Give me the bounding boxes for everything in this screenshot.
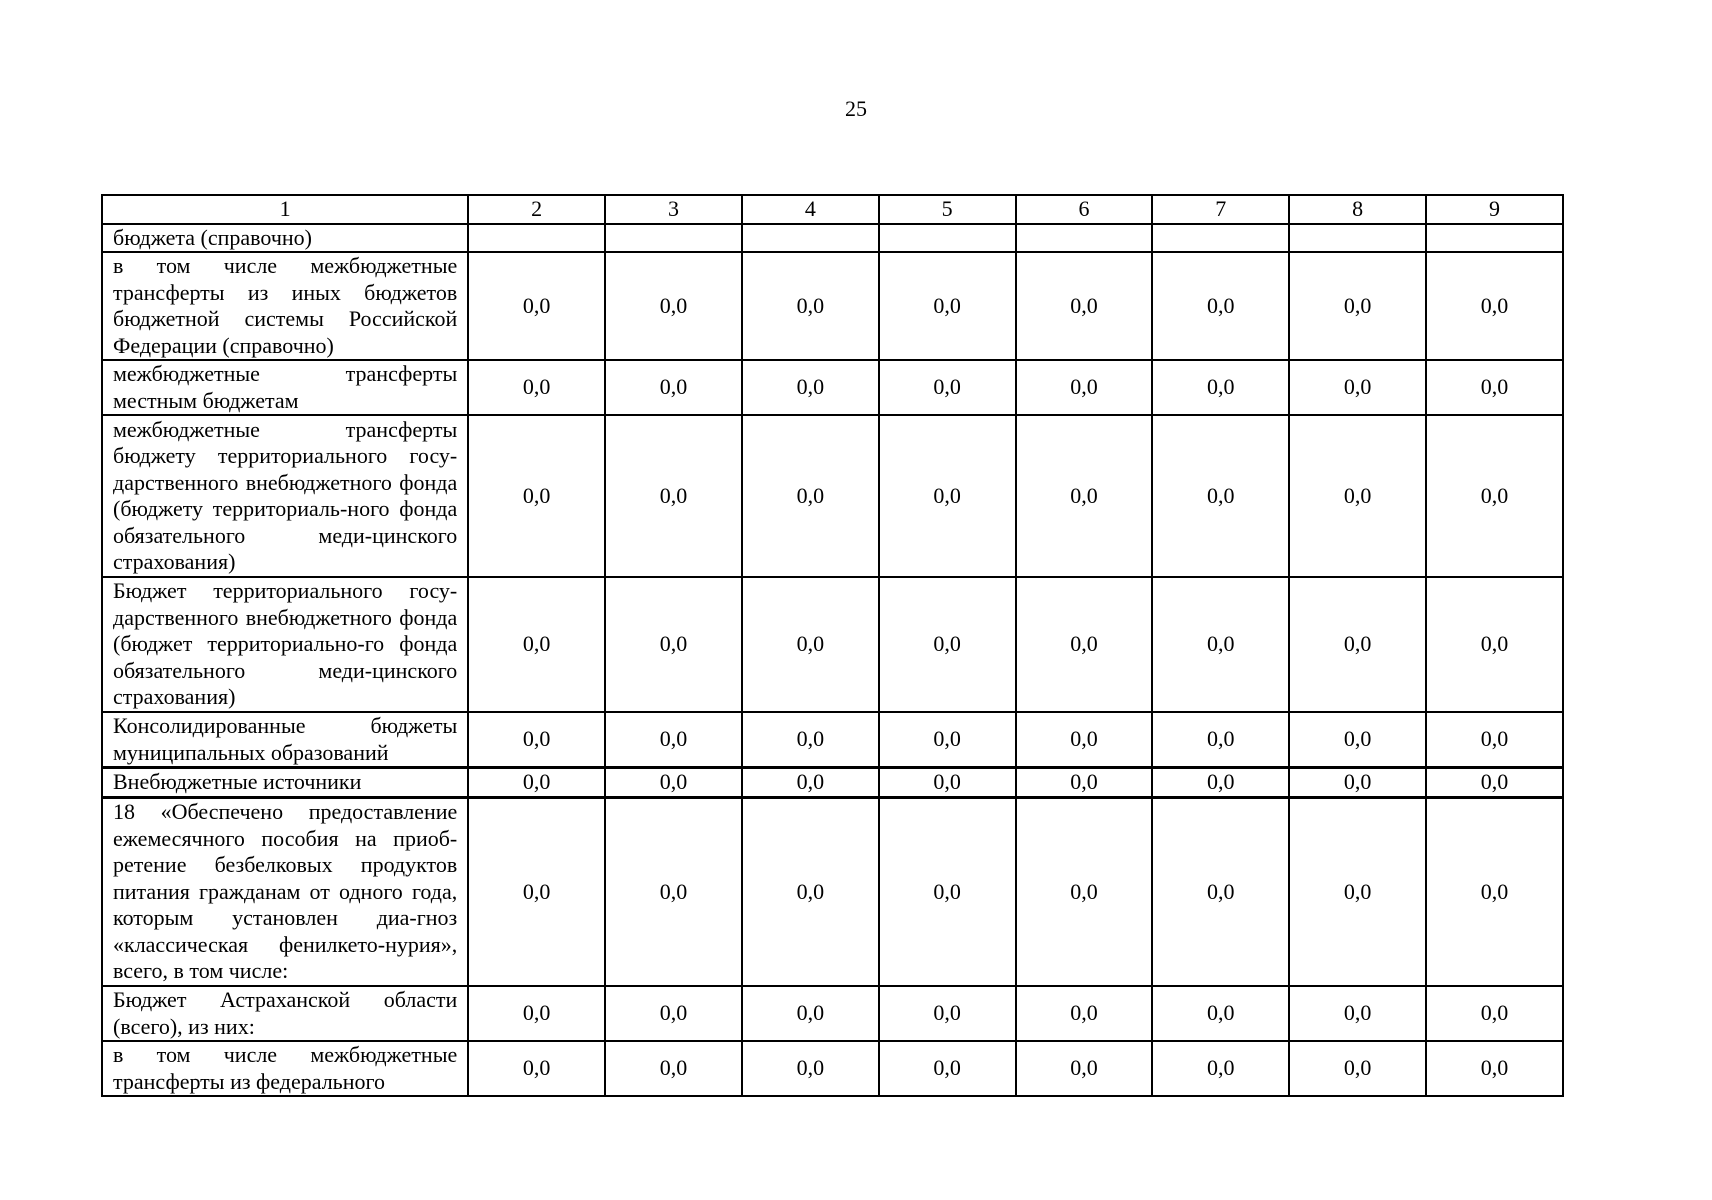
table-cell: 0,0 xyxy=(1426,252,1563,360)
row-label: в том числе межбюджетные трансферты из федерального xyxy=(102,1041,468,1096)
table-cell: 0,0 xyxy=(742,415,879,577)
table-cell: 0,0 xyxy=(605,797,742,986)
table-cell: 0,0 xyxy=(1016,252,1153,360)
table-header-row xyxy=(102,195,1563,224)
table-cell: 0,0 xyxy=(1016,797,1153,986)
table-cell: 0,0 xyxy=(1152,360,1289,415)
table-row xyxy=(102,768,1563,798)
table-cell: 0,0 xyxy=(1289,577,1426,712)
table-cell: 0,0 xyxy=(605,986,742,1041)
table-row xyxy=(102,712,1563,768)
table-cell xyxy=(605,224,742,253)
table-cell: 0,0 xyxy=(605,415,742,577)
table-cell: 0,0 xyxy=(468,768,605,798)
table-cell: 0,0 xyxy=(1289,252,1426,360)
table-cell: 0,0 xyxy=(879,986,1016,1041)
table-cell: 0,0 xyxy=(879,768,1016,798)
table-row xyxy=(102,797,1563,986)
table-cell: 0,0 xyxy=(879,712,1016,768)
table-cell: 0,0 xyxy=(742,768,879,798)
table-cell: 0,0 xyxy=(468,986,605,1041)
table-cell: 0,0 xyxy=(1426,1041,1563,1096)
column-header: 9 xyxy=(1426,195,1563,224)
table-cell: 0,0 xyxy=(605,252,742,360)
table-row xyxy=(102,252,1563,360)
table-cell: 0,0 xyxy=(1289,1041,1426,1096)
row-label: межбюджетные трансферты местным бюджетам xyxy=(102,360,468,415)
table-cell: 0,0 xyxy=(605,768,742,798)
table-cell: 0,0 xyxy=(1426,577,1563,712)
table-cell: 0,0 xyxy=(468,577,605,712)
row-label: межбюджетные трансферты бюджету территориального госу-дарственного внебюджетного фонда (бюджету территориаль-ного фонда обязательного меди-цинского страхования) xyxy=(102,415,468,577)
table-cell: 0,0 xyxy=(1152,1041,1289,1096)
table-cell: 0,0 xyxy=(1289,360,1426,415)
table-cell: 0,0 xyxy=(605,1041,742,1096)
table-cell: 0,0 xyxy=(879,360,1016,415)
column-header: 5 xyxy=(879,195,1016,224)
table-cell: 0,0 xyxy=(1426,415,1563,577)
table-cell: 0,0 xyxy=(1152,415,1289,577)
table-row xyxy=(102,360,1563,415)
column-header: 1 xyxy=(102,195,468,224)
table-cell: 0,0 xyxy=(879,577,1016,712)
table-row xyxy=(102,415,1563,577)
table-cell xyxy=(468,224,605,253)
table-cell: 0,0 xyxy=(1289,797,1426,986)
table-cell: 0,0 xyxy=(1426,360,1563,415)
row-label: Бюджет территориального госу-дарственного внебюджетного фонда (бюджет территориально-го фонда обязательного меди-цинского страхования) xyxy=(102,577,468,712)
column-header: 8 xyxy=(1289,195,1426,224)
table-cell: 0,0 xyxy=(1016,1041,1153,1096)
table-cell: 0,0 xyxy=(1289,986,1426,1041)
table-cell: 0,0 xyxy=(1426,768,1563,798)
table-cell: 0,0 xyxy=(1152,712,1289,768)
table-cell: 0,0 xyxy=(879,797,1016,986)
table-cell: 0,0 xyxy=(605,360,742,415)
table-cell: 0,0 xyxy=(1426,712,1563,768)
row-label: бюджета (справочно) xyxy=(102,224,468,253)
budget-table xyxy=(101,194,1564,1097)
table-cell: 0,0 xyxy=(1016,360,1153,415)
row-label: Внебюджетные источники xyxy=(102,768,468,798)
table-cell: 0,0 xyxy=(742,712,879,768)
table-cell xyxy=(742,224,879,253)
table-cell: 0,0 xyxy=(879,1041,1016,1096)
table-cell: 0,0 xyxy=(468,712,605,768)
table-cell: 0,0 xyxy=(742,577,879,712)
table-cell: 0,0 xyxy=(879,415,1016,577)
table-cell: 0,0 xyxy=(742,986,879,1041)
table-cell: 0,0 xyxy=(1289,415,1426,577)
column-header: 6 xyxy=(1016,195,1153,224)
row-label: 18 «Обеспечено предоставление ежемесячного пособия на приоб-ретение безбелковых продуктов питания гражданам от одного года, которым установлен диа-гноз «классическая фенилкето-нурия», всего, в том числе: xyxy=(102,797,468,986)
table-cell: 0,0 xyxy=(1016,577,1153,712)
table-cell: 0,0 xyxy=(1426,797,1563,986)
table-cell: 0,0 xyxy=(605,577,742,712)
table-row xyxy=(102,577,1563,712)
table-cell: 0,0 xyxy=(1152,577,1289,712)
table-cell: 0,0 xyxy=(468,415,605,577)
table-cell: 0,0 xyxy=(879,252,1016,360)
table-cell: 0,0 xyxy=(468,797,605,986)
page-number: 25 xyxy=(845,96,867,121)
table-cell: 0,0 xyxy=(742,797,879,986)
row-label: Консолидированные бюджеты муниципальных образований xyxy=(102,712,468,768)
table-cell xyxy=(1152,224,1289,253)
table-cell xyxy=(1289,224,1426,253)
table-cell: 0,0 xyxy=(1289,768,1426,798)
table-cell: 0,0 xyxy=(1016,768,1153,798)
table-cell: 0,0 xyxy=(468,360,605,415)
table-cell: 0,0 xyxy=(1016,986,1153,1041)
table-cell: 0,0 xyxy=(605,712,742,768)
column-header: 7 xyxy=(1152,195,1289,224)
column-header: 4 xyxy=(742,195,879,224)
table-cell: 0,0 xyxy=(1152,797,1289,986)
table-cell: 0,0 xyxy=(1426,986,1563,1041)
table-row xyxy=(102,986,1563,1041)
table-cell: 0,0 xyxy=(1289,712,1426,768)
row-label: Бюджет Астраханской области (всего), из них: xyxy=(102,986,468,1041)
table-row xyxy=(102,224,1563,253)
table-cell: 0,0 xyxy=(1016,415,1153,577)
table-cell: 0,0 xyxy=(468,252,605,360)
column-header: 3 xyxy=(605,195,742,224)
table-cell: 0,0 xyxy=(1152,768,1289,798)
table-row xyxy=(102,1041,1563,1096)
table-cell: 0,0 xyxy=(742,360,879,415)
column-header: 2 xyxy=(468,195,605,224)
table-cell xyxy=(1016,224,1153,253)
table-cell: 0,0 xyxy=(468,1041,605,1096)
row-label: в том числе межбюджетные трансферты из иных бюджетов бюджетной системы Российской Федерации (справочно) xyxy=(102,252,468,360)
table-cell: 0,0 xyxy=(1152,986,1289,1041)
table-cell: 0,0 xyxy=(742,252,879,360)
table-cell: 0,0 xyxy=(1016,712,1153,768)
table-cell: 0,0 xyxy=(1152,252,1289,360)
table-cell xyxy=(879,224,1016,253)
table-cell: 0,0 xyxy=(742,1041,879,1096)
table-cell xyxy=(1426,224,1563,253)
